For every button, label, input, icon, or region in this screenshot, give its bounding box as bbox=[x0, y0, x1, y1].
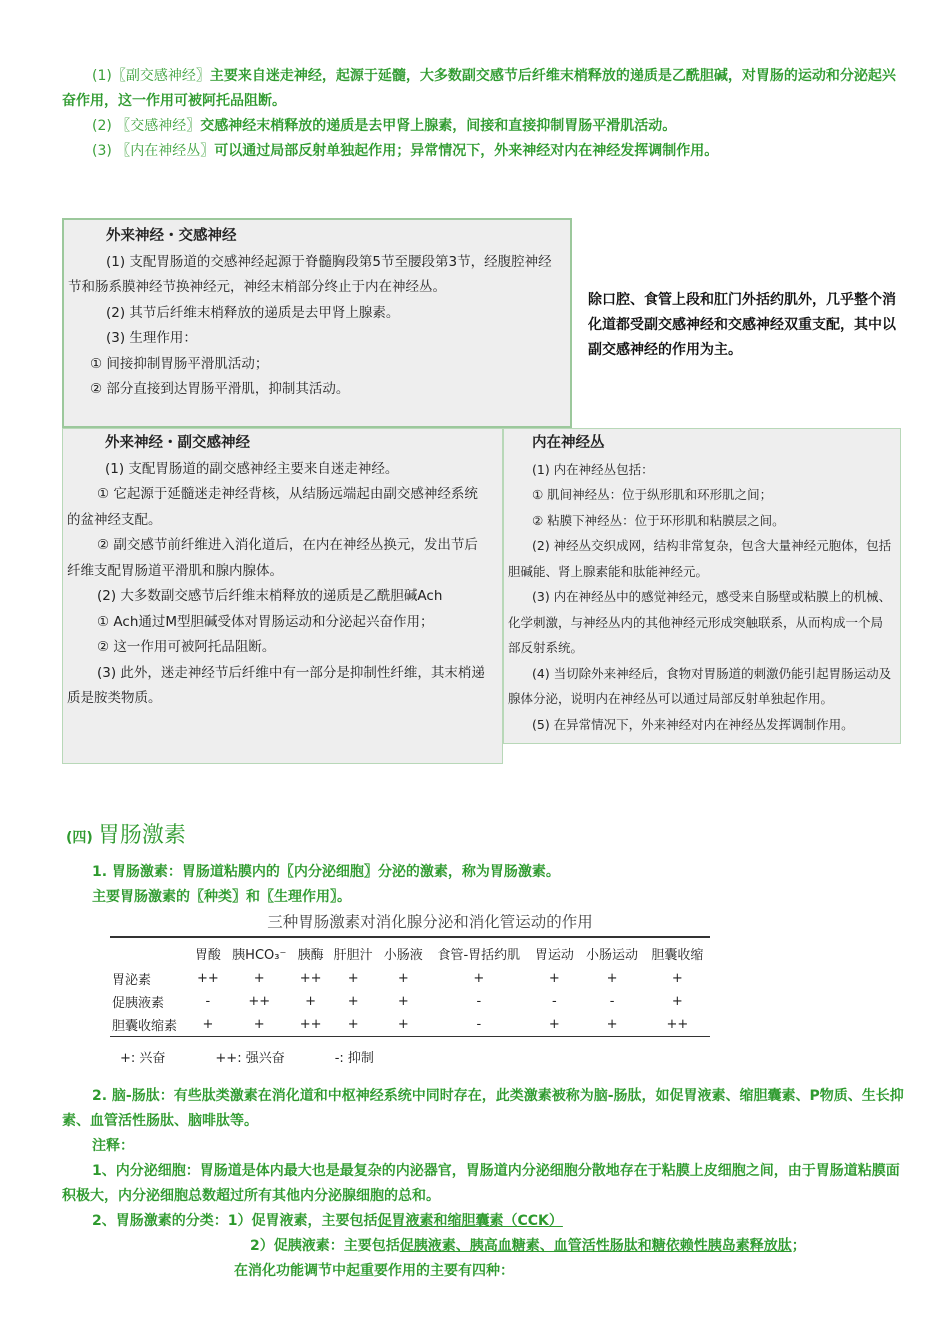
hormone-table bbox=[110, 910, 710, 1066]
table-header-cell: 胰酶 bbox=[297, 948, 324, 963]
table-cell: + bbox=[347, 994, 359, 1009]
sympathetic-box: 外来神经・交感神经 (1) 支配胃肠道的交感神经起源于脊髓胸段第5节至腰段第3节，经腹腔神经节和肠系膜神经节换神经元，神经末梢部分终止于内在神经丛。 (2) 其节后纤维末梢释放的递质是去甲肾上腺素。 (3) 生理作用： ① 间接抑制胃肠平滑肌活动； ② 部分直接到达胃肠平滑肌，抑制其活动。 bbox=[62, 218, 572, 428]
table-cell: + bbox=[202, 1017, 214, 1032]
intrinsic-plexus-paragraph: (3) 〖内在神经丛〗可以通过局部反射单独起作用；异常情况下，外来神经对内在神经发挥调制作用。 bbox=[92, 143, 719, 159]
table-header-cell: 食管-胃括约肌 bbox=[437, 948, 521, 963]
table-header-cell bbox=[110, 938, 190, 967]
table-cell: + bbox=[347, 1017, 359, 1032]
parasympathetic-paragraph: (1)〖副交感神经〗主要来自迷走神经，起源于延髓，大多数副交感节后纤维末梢释放的递质是乙酰胆碱，对胃肠的运动和分泌起兴奋作用，这一作用可被阿托品阻断。 bbox=[62, 68, 896, 109]
row-hormone-name: 促胰液素 bbox=[112, 996, 165, 1011]
table-cell: - bbox=[476, 1017, 482, 1032]
classification-3: 在消化功能调节中起重要作用的主要有四种： bbox=[234, 1263, 514, 1279]
table-bottom-rule bbox=[110, 1036, 710, 1037]
top-paragraphs bbox=[62, 64, 902, 164]
box-title: 内在神经丛 bbox=[532, 435, 605, 451]
table-cell: + bbox=[473, 971, 485, 986]
intrinsic-plexus-box: 内在神经丛 (1) 内在神经丛包括： ① 肌间神经丛：位于纵形肌和环形肌之间； ② 粘膜下神经丛：位于环形肌和粘膜层之间。 (2) 神经丛交织成网，结构非常复杂，包含大量神经元胞体，包括胆碱能、肾上腺素能和肽能神经元。 (3) 内在神经丛中的感觉神经元，感受来自肠壁或粘膜上的机械、化学刺激，与神经丛内的其他神经元形成突触联系，从而构成一个局部反射系统。 (4) 当切除外来神经后，食物对胃肠道的刺激仍能引起胃肠运动及腺体分泌，说明内在神经丛可以通过局部反射单独起作用。 (5) 在异常情况下，外来神经对内在神经丛发挥调制作用。 bbox=[503, 428, 901, 744]
legend-item: +: 兴奋 bbox=[120, 1051, 166, 1066]
hormone-effects-table bbox=[110, 938, 710, 1036]
table-cell: + bbox=[671, 994, 683, 1009]
table-cell: - bbox=[205, 994, 211, 1009]
table-row bbox=[110, 990, 710, 1013]
table-cell: - bbox=[476, 994, 482, 1009]
table-cell: + bbox=[253, 1017, 265, 1032]
table-cell: + bbox=[397, 994, 409, 1009]
row-hormone-name: 胃泌素 bbox=[112, 973, 152, 988]
table-row bbox=[110, 967, 710, 990]
table-caption: 三种胃肠激素对消化腺分泌和消化管运动的作用 bbox=[267, 913, 593, 931]
table-cell: + bbox=[671, 971, 683, 986]
table-row bbox=[110, 1013, 710, 1036]
table-cell: - bbox=[609, 994, 615, 1009]
table-cell: + bbox=[606, 1017, 618, 1032]
table-header-cell: 肝胆汁 bbox=[333, 948, 373, 963]
table-cell: ++ bbox=[299, 971, 322, 986]
box-title: 外来神经・副交感神经 bbox=[105, 435, 250, 451]
section-heading: (四) 胃肠激素 bbox=[66, 823, 186, 848]
sympathetic-paragraph: (2) 〖交感神经〗交感神经末梢释放的递质是去甲肾上腺素，间接和直接抑制胃肠平滑肌活动。 bbox=[92, 118, 677, 134]
table-header-cell: 小肠液 bbox=[383, 948, 423, 963]
table-cell: + bbox=[347, 971, 359, 986]
side-note: 除口腔、食管上段和肛门外括约肌外，几乎整个消化道都受副交感神经和交感神经双重支配，其中以副交感神经的作用为主。 bbox=[588, 292, 896, 358]
table-cell: + bbox=[397, 1017, 409, 1032]
table-header-row bbox=[110, 938, 710, 967]
legend-item: ++: 强兴奋 bbox=[215, 1051, 285, 1066]
section-title: 胃肠激素 bbox=[97, 823, 186, 848]
parasympathetic-box: 外来神经・副交感神经 (1) 支配胃肠道的副交感神经主要来自迷走神经。 ① 它起源于延髓迷走神经背核，从结肠远端起由副交感神经系统的盆神经支配。 ② 副交感节前纤维进入消化道后，在内在神经丛换元，发出节后纤维支配胃肠道平滑肌和腺内腺体。 (2) 大多数副交感节后纤维末梢释放的递质是乙酰胆碱Ach ① Ach通过M型胆碱受体对胃肠运动和分泌起兴奋作用； ② 这一作用可被阿托品阻断。 (3) 此外，迷走神经节后纤维中有一部分是抑制性纤维，其末梢递质是胺类物质。 bbox=[62, 428, 503, 764]
table-cell: ++ bbox=[299, 1017, 322, 1032]
table-cell: + bbox=[397, 971, 409, 986]
table-cell: ++ bbox=[666, 1017, 689, 1032]
table-header-cell: 胃酸 bbox=[194, 948, 221, 963]
table-cell: + bbox=[305, 994, 317, 1009]
legend-item: -: 抑制 bbox=[334, 1051, 374, 1066]
table-legend bbox=[110, 1047, 710, 1066]
table-cell: + bbox=[606, 971, 618, 986]
table-cell: + bbox=[548, 1017, 560, 1032]
table-header-cell: 小肠运动 bbox=[586, 948, 639, 963]
box-title: 外来神经・交感神经 bbox=[106, 228, 237, 244]
table-cell: - bbox=[552, 994, 557, 1009]
table-header-cell: 胰HCO₃⁻ bbox=[232, 948, 287, 963]
table-header-cell: 胃运动 bbox=[534, 948, 574, 963]
table-cell: + bbox=[548, 971, 560, 986]
notes-section: 2. 脑-肠肽：有些肽类激素在消化道和中枢神经系统中同时存在，此类激素被称为脑-肠肽，如促胃液素、缩胆囊素、P物质、生长抑素、血管活性肠肽、脑啡肽等。 注释： 1、内分泌细胞：胃肠道是体内最大也是最复杂的内泌器官，胃肠道内分泌细胞分散地存在于粘膜上皮细胞之间，由于胃肠道粘膜面积极大，内分泌细胞总数超过所有其他内分泌腺细胞的总和。 2、胃肠激素的分类：1）促胃液素，主要包括促胃液素和缩胆囊素（CCK） bbox=[62, 1088, 904, 1229]
hormone-intro: 1. 胃肠激素：胃肠道粘膜内的〖内分泌细胞〗分泌的激素，称为胃肠激素。 主要胃肠激素的〖种类〗和〖生理作用〗。 bbox=[92, 864, 560, 905]
classification-2: 2）促胰液素：主要包括促胰液素、胰高血糖素、血管活性肠肽和糖依赖性胰岛素释放肽； bbox=[250, 1238, 806, 1254]
table-cell: ++ bbox=[196, 971, 219, 986]
table-cell: + bbox=[253, 971, 265, 986]
table-cell: ++ bbox=[248, 994, 271, 1009]
table-header-cell: 胆囊收缩 bbox=[651, 948, 704, 963]
row-hormone-name: 胆囊收缩素 bbox=[112, 1019, 178, 1034]
